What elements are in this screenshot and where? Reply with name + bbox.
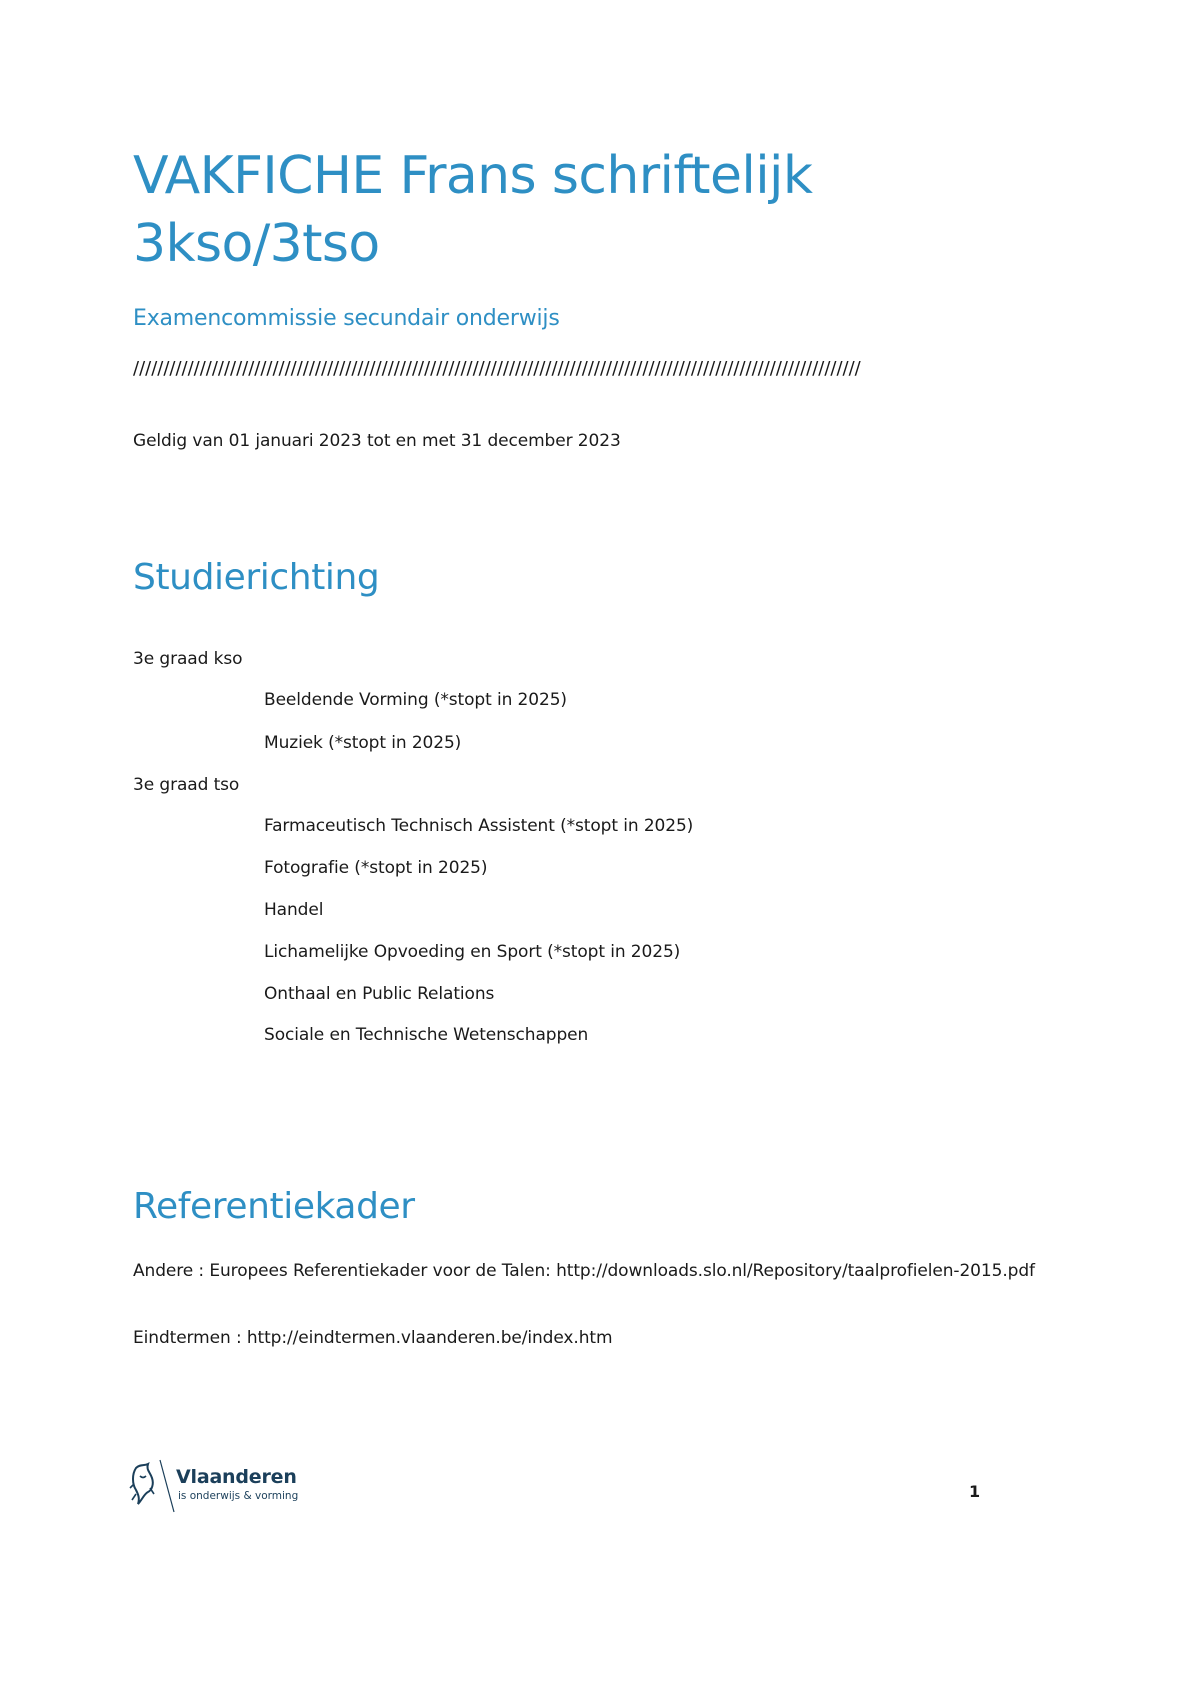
list-item: Sociale en Technische Wetenschappen [264, 1025, 589, 1045]
document-subtitle: Examencommissie secundair onderwijs [133, 306, 560, 331]
flemish-lion-icon [126, 1454, 176, 1514]
list-item: Beeldende Vorming (*stopt in 2025) [264, 690, 567, 710]
list-item: Handel [264, 900, 324, 920]
list-item: Onthaal en Public Relations [264, 984, 495, 1004]
document-title-line-2: 3kso/3tso [133, 214, 380, 274]
document-title-line-1: VAKFICHE Frans schriftelijk [133, 146, 813, 206]
group-label-tso: 3e graad tso [133, 775, 240, 795]
group-label-kso: 3e graad kso [133, 649, 243, 669]
list-item: Fotografie (*stopt in 2025) [264, 858, 488, 878]
list-item: Farmaceutisch Technisch Assistent (*stopt in 2025) [264, 816, 694, 836]
list-item: Muziek (*stopt in 2025) [264, 733, 462, 753]
validity-period: Geldig van 01 januari 2023 tot en met 31 december 2023 [133, 431, 621, 451]
reference-eindtermen: Eindtermen : http://eindtermen.vlaanderen.be/index.htm [133, 1328, 613, 1348]
list-item: Lichamelijke Opvoeding en Sport (*stopt in 2025) [264, 942, 681, 962]
page-number: 1 [969, 1482, 981, 1501]
slash-divider: //////////////////////////////////////////////////////////////////////////////////////////////////////////////////////// [133, 358, 861, 379]
heading-studierichting: Studierichting [133, 557, 380, 598]
logo-wordmark: Vlaanderen [176, 1466, 297, 1488]
heading-referentiekader: Referentiekader [133, 1186, 415, 1227]
reference-other: Andere : Europees Referentiekader voor de Talen: http://downloads.slo.nl/Repository/taalprofielen-2015.pdf [133, 1261, 1035, 1281]
logo-tagline: is onderwijs & vorming [178, 1490, 299, 1502]
